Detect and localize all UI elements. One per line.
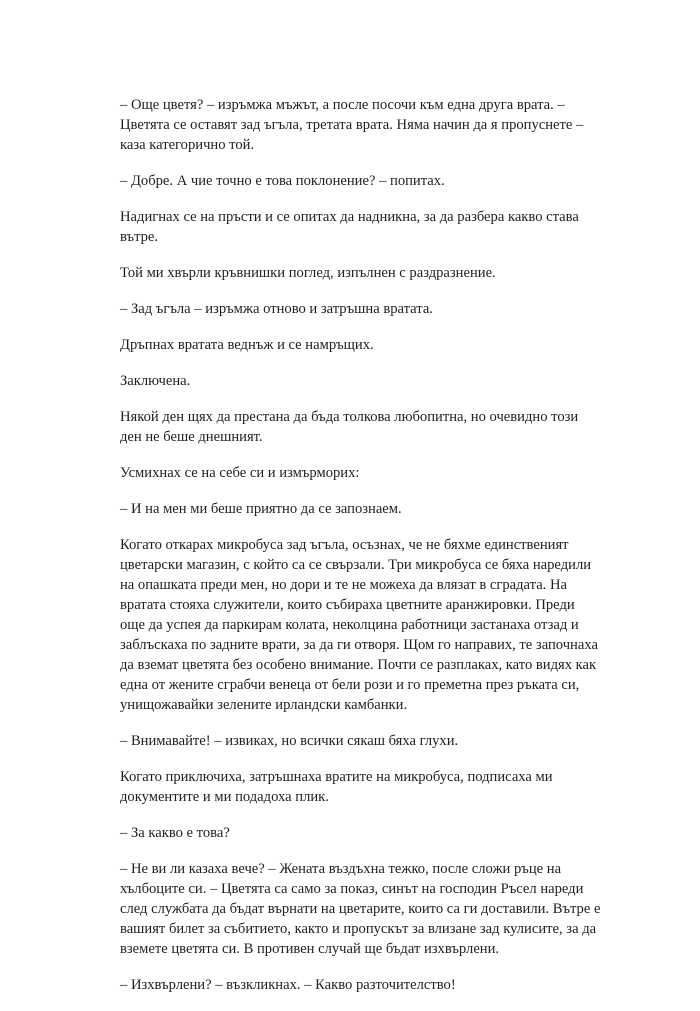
paragraph-7: Заключена. [120, 373, 191, 389]
paragraph-9: Усмихнах се на себе си и измърморих: [120, 465, 360, 481]
paragraph-14: – За какво е това? [120, 825, 230, 841]
paragraph-12: – Внимавайте! – извиках, но всички сякаш бяха глухи. [120, 733, 459, 749]
paragraph-16: – Изхвърлени? – възкликнах. – Какво разточителство! [120, 977, 456, 993]
paragraph-8: Някой ден щях да престана да бъда толкова любопитна, но очевидно този ден не беше днешният. [120, 409, 579, 445]
paragraph-6: Дръпнах вратата веднъж и се намръщих. [120, 337, 374, 353]
paragraph-1: – Още цветя? – изръмжа мъжът, а после посочи към една друга врата. – Цветята се оставят зад ъгъла, третата врата. Няма начин да я пропуснете – каза категорично той. [120, 97, 584, 153]
paragraph-5: – Зад ъгъла – изръмжа отново и затръшна вратата. [120, 301, 433, 317]
page-body-text [120, 95, 602, 1011]
paragraph-2: – Добре. А чие точно е това поклонение? – попитах. [120, 173, 445, 189]
paragraph-4: Той ми хвърли кръвнишки поглед, изпълнен с раздразнение. [120, 265, 496, 281]
paragraph-3: Надигнах се на пръсти и се опитах да надникна, за да разбера какво става вътре. [120, 209, 579, 245]
paragraph-10: – И на мен ми беше приятно да се запознаем. [120, 501, 402, 517]
paragraph-13: Когато приключиха, затръшнаха вратите на микробуса, подписаха ми документите и ми подадоха плик. [120, 769, 553, 805]
paragraph-15: – Не ви ли казаха вече? – Жената въздъхна тежко, после сложи ръце на хълбоците си. – Цветята са само за показ, синът на господин Ръсел нареди след службата да бъдат върнати на цветарите, които са ги доставили. Вътре е вашият билет за събитието, както и пропускът за влизане зад кулисите, за да вземете цветята си. В противен случай ще бъдат изхвърлени. [120, 861, 601, 957]
paragraph-11: Когато откарах микробуса зад ъгъла, осъзнах, че не бяхме единственият цветарски магазин, с който са се свързали. Три микробуса се бяха наредили на опашката преди мен, но дори и те не можеха да влязат в сградата. На вратата стояха служители, които събираха цветните аранжировки. Преди още да успея да паркирам колата, неколцина работници застанаха отзад и заблъскаха по задните врати, за да ги отворя. Щом го направих, те започнаха да вземат цветята без особено внимание. Почти се разплаках, като видях как една от жените сграбчи венеца от бели рози и го преметна през ръката си, унищожавайки зелените ирландски камбанки. [120, 537, 598, 713]
